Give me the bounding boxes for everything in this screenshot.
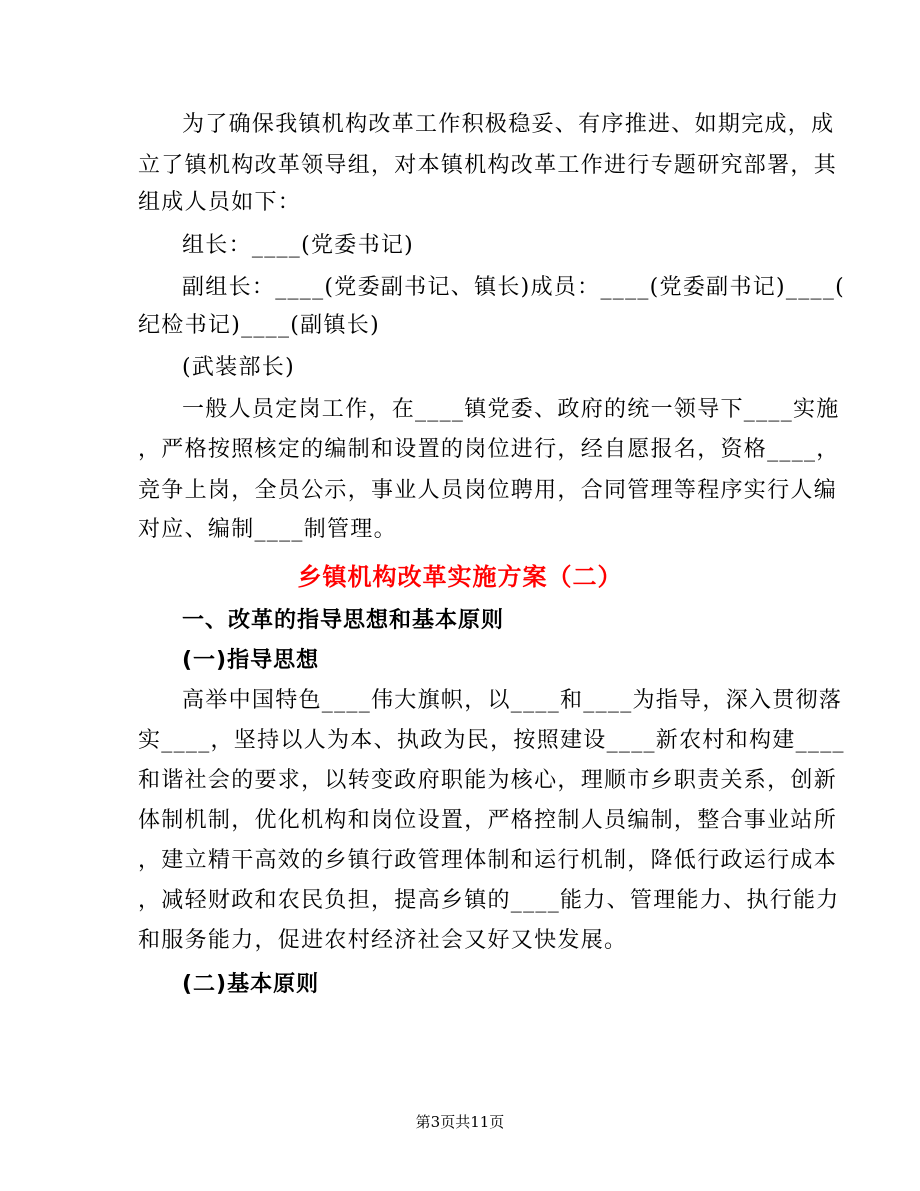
armed-line: (武装部长)	[182, 355, 295, 380]
paragraph-line: ，建立精干高效的乡镇行政管理体制和运行机制，降低行政运行成本	[138, 848, 838, 873]
paragraph-line: 竞争上岗，全员公示，事业人员岗位聘用，合同管理等程序实行人编	[138, 478, 838, 503]
deputy-line: 副组长：____(党委副书记、镇长)成员：____(党委副书记)____(	[182, 275, 846, 300]
paragraph-line: 对应、编制____制管理。	[138, 517, 397, 542]
paragraph-line: 和服务能力，促进农村经济社会又好又快发展。	[138, 928, 628, 953]
paragraph-line: 一般人员定岗工作，在____镇党委、政府的统一领导下____实施	[182, 397, 840, 422]
paragraph-line: 实____，坚持以人为本、执政为民，按照建设____新农村和构建____	[138, 728, 845, 753]
heading-level2: (二)基本原则	[182, 972, 320, 997]
heading-level1: 一、改革的指导思想和基本原则	[182, 608, 505, 633]
paragraph-line: 和谐社会的要求，以转变政府职能为核心，理顺市乡职责关系，创新	[138, 768, 838, 793]
deputy-line: 纪检书记)____(副镇长)	[138, 313, 380, 338]
paragraph-line: 组成人员如下：	[138, 190, 302, 215]
page-number: 第3页共11页	[415, 1113, 505, 1131]
paragraph-line: 为了确保我镇机构改革工作积极稳妥、有序推进、如期完成，成	[182, 112, 835, 137]
paragraph-line: 立了镇机构改革领导组，对本镇机构改革工作进行专题研究部署，其	[138, 153, 838, 178]
heading-level2: (一)指导思想	[182, 648, 320, 673]
leader-line: 组长：____(党委书记)	[182, 233, 415, 258]
paragraph-line: 体制机制，优化机构和岗位设置，严格控制人员编制，整合事业站所	[138, 808, 838, 833]
section-title: 乡镇机构改革实施方案（二）	[297, 563, 623, 591]
paragraph-line: ，严格按照核定的编制和设置的岗位进行，经自愿报名，资格____，	[138, 437, 840, 462]
paragraph-line: ，减轻财政和农民负担，提高乡镇的____能力、管理能力、执行能力	[138, 888, 840, 913]
paragraph-line: 高举中国特色____伟大旗帜，以____和____为指导，深入贯彻落	[182, 688, 843, 713]
